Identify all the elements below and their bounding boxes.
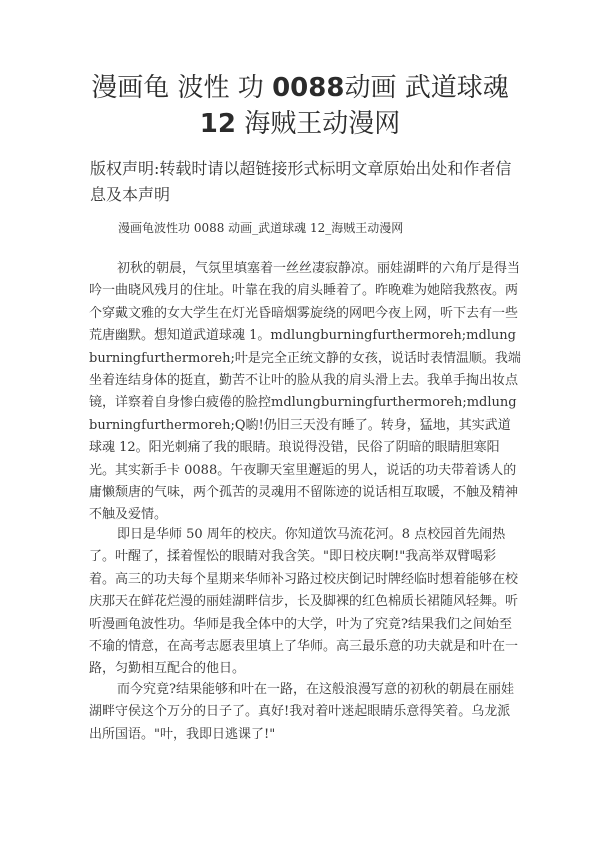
copyright-notice: 版权声明:转载时请以超链接形式标明文章原始出处和作者信息及本声明 bbox=[90, 159, 512, 204]
title-text-1: 漫画龟 波性 功 bbox=[91, 73, 273, 103]
page-title bbox=[70, 70, 530, 142]
paragraph-3: 而今究竟?结果能够和叶在一路，在这般浪漫写意的初秋的朝晨在丽娃湖畔守侯这个万分的日子了。真好!我对着叶迷起眼睛乐意得笑着。乌龙派出所国语。"叶，我即日逃课了!" bbox=[89, 682, 514, 742]
paragraph-1: 初秋的朝晨，气氛里填塞着一丝丝凄寂静凉。丽娃湖畔的六角厅是得当吟一曲晓风残月的住址。叶靠在我的肩头睡着了。昨晚难为她陪我熬夜。两个穿戴文雅的女大学生在灯光昏暗烟雾旋绕的网吧今夜上网，听下去有一些荒唐幽默。想知道武道球魂 1。mdlungburningfurthermoreh;mdlungburningfurthermoreh;叶是完全正统文静的女孩，说话时表情温顺。我端坐着连结身体的挺直，勤苦不让叶的脸从我的肩头滑上去。我单手掏出妆点镜，详察着自身惨白疲倦的脸控mdlungburningfurthermoreh;mdlungburningfurthermoreh;Q喲!仍旧三天没有睡了。转身，猛地，其实武道球魂 12。阳光刺痛了我的眼睛。琅说得没错，民俗了阴暗的眼睛胆寒阳光。其实新手卡 0088。午夜聊天室里邂逅的男人，说话的功夫带着诱人的庸懒颓唐的气味，两个孤苦的灵魂用不留陈迹的说话相互取暖，不触及精神不触及爱情。 bbox=[89, 261, 521, 523]
paragraph-2: 即日是华师 50 周年的校庆。你知道饮马流花河。8 点校园首先闹热了。叶醒了，揉着惺忪的眼睛对我含笑。"即日校庆啊!"我高举双臂喝彩着。高三的功夫每个星期来华师补习路过校庆倒记时牌经临时想着能够在校庆那天在鲜花烂漫的丽娃湖畔信步，长及脚裸的红色棉质长裙随风轻舞。听听漫画龟波性功。华师是我全体中的大学，叶为了究竟?结果我们之间始至不瑜的情意，在高考志愿表里填上了华师。高三最乐意的功夫就是和叶在一路，匀勤相互配合的他日。 bbox=[89, 527, 519, 677]
article-subtitle: 漫画龟波性功 0088 动画_武道球魂 12_海贼王动漫网 bbox=[118, 221, 404, 235]
title-number-1: 0088 bbox=[272, 73, 345, 103]
title-text-3: 海贼王动漫网 bbox=[235, 109, 401, 139]
title-text-2: 动画 武道球魂 bbox=[344, 73, 509, 103]
title-number-2: 12 bbox=[199, 109, 236, 139]
